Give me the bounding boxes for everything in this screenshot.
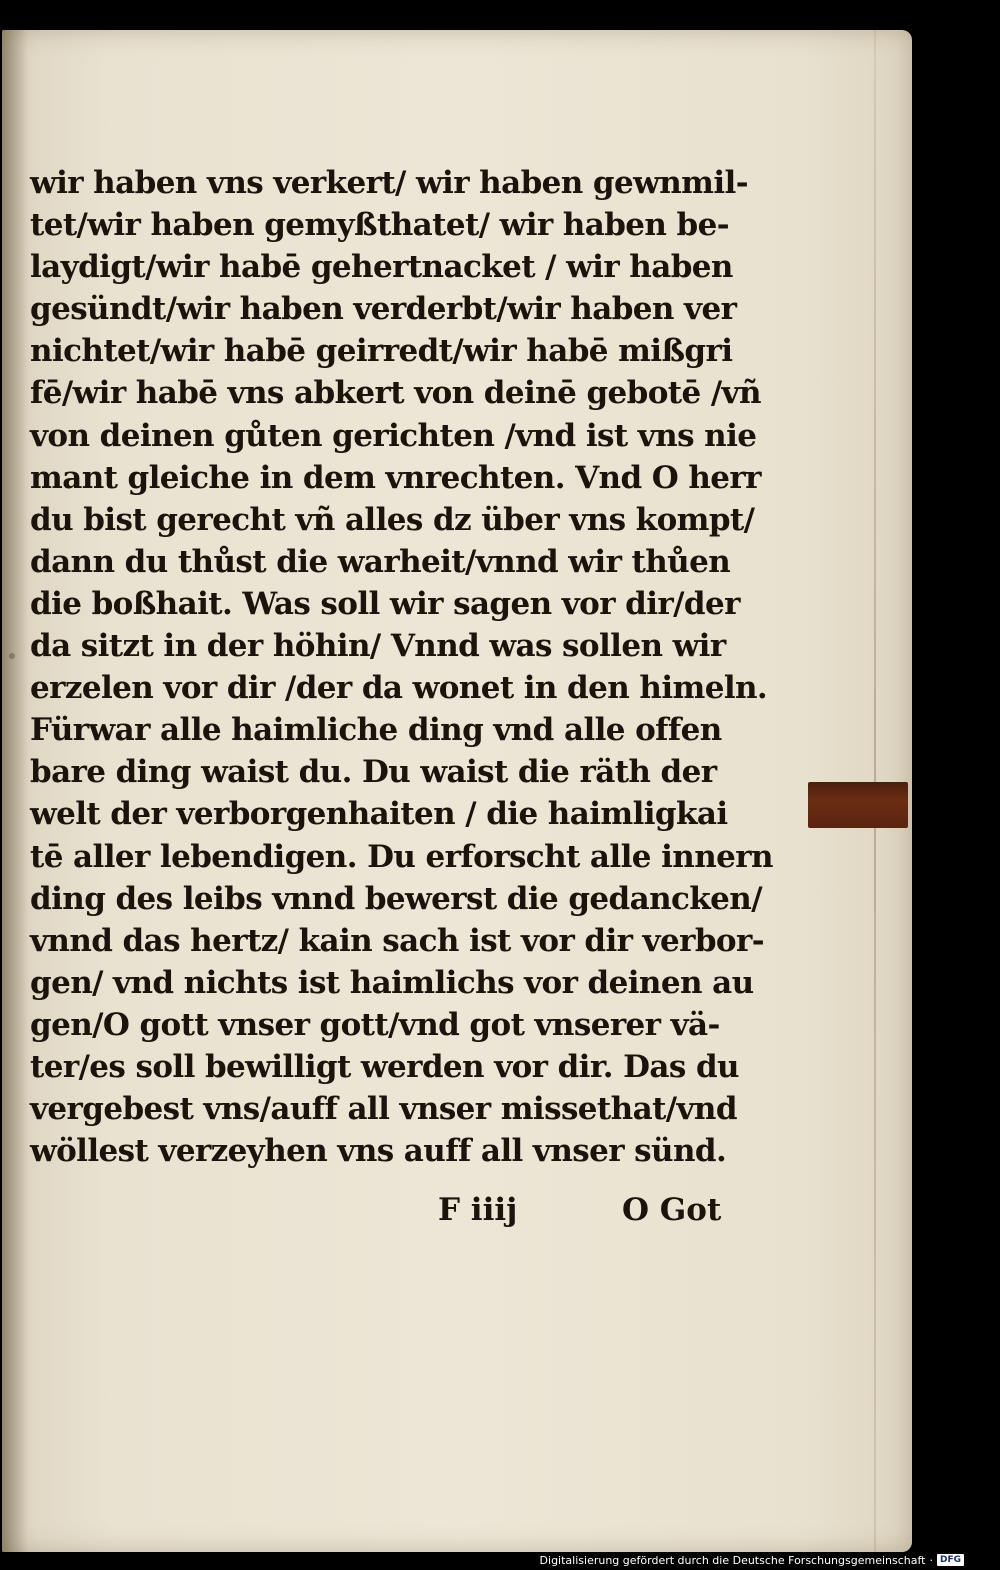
text-line: gen/O gott vnser gott/vnd got vnserer vä- [30, 1006, 720, 1043]
text-line: wöllest verzeyhen vns auff all vnser sünd. [30, 1133, 727, 1170]
bookmark-ribbon [808, 782, 908, 828]
text-line: von deinen gůten gerichten /vnd ist vns nie [30, 417, 757, 454]
text-line: gen/ vnd nichts ist haimlichs vor deinen au [30, 964, 754, 1001]
digitization-credit [540, 1552, 964, 1568]
text-line: du bist gerecht vñ alles dz über vns kompt/ [30, 501, 755, 538]
text-line: ding des leibs vnnd bewerst die gedancken/ [30, 880, 762, 917]
dfg-logo[interactable]: DFG [937, 1554, 964, 1566]
text-line: gesündt/wir haben verderbt/wir haben ver [30, 291, 737, 328]
text-line: erzelen vor dir /der da wonet in den himeln. [30, 670, 768, 707]
text-line: laydigt/wir habē gehertnacket / wir haben [30, 249, 733, 286]
text-line: mant gleiche in dem vnrechten. Vnd O herr [30, 459, 761, 496]
text-line: die boßhait. Was soll wir sagen vor dir/der [30, 585, 740, 622]
text-line: vnnd das hertz/ kain sach ist vor dir verbor- [30, 922, 764, 959]
signature-mark: F iiij [438, 1192, 518, 1228]
text-line: wir haben vns verkert/ wir haben gewnmil- [30, 165, 748, 201]
text-line: vergebest vns/auff all vnser missethat/vnd [30, 1091, 737, 1128]
text-line: fē/wir habē vns abkert von deinē gebotē /vñ [30, 375, 761, 412]
text-line: welt der verborgenhaiten / die haimligkai [30, 796, 728, 833]
text-line: Fürwar alle haimliche ding vnd alle offen [30, 712, 722, 749]
text-line: dann du thůst die warheit/vnnd wir thůen [30, 543, 731, 580]
page-foot [30, 1192, 770, 1236]
body-text [30, 162, 773, 1172]
spine-shadow [2, 30, 28, 1552]
text-line: nichtet/wir habē geirredt/wir habē mißgri [30, 333, 733, 370]
catchword: O Got [622, 1192, 722, 1228]
credit-separator: · [929, 1553, 933, 1567]
text-line: bare ding waist du. Du waist die räth der [30, 754, 717, 791]
text-line: da sitzt in der höhin/ Vnnd was sollen wir [30, 628, 726, 665]
margin-mark [9, 653, 15, 659]
text-line: ter/es soll bewilligt werden vor dir. Das du [30, 1048, 739, 1085]
text-line: tet/wir haben gemyßthatet/ wir haben be- [30, 207, 730, 244]
text-line: tē aller lebendigen. Du erforscht alle innern [30, 838, 773, 875]
credit-text: Digitalisierung gefördert durch die Deutsche Forschungsgemeinschaft [539, 1553, 926, 1567]
